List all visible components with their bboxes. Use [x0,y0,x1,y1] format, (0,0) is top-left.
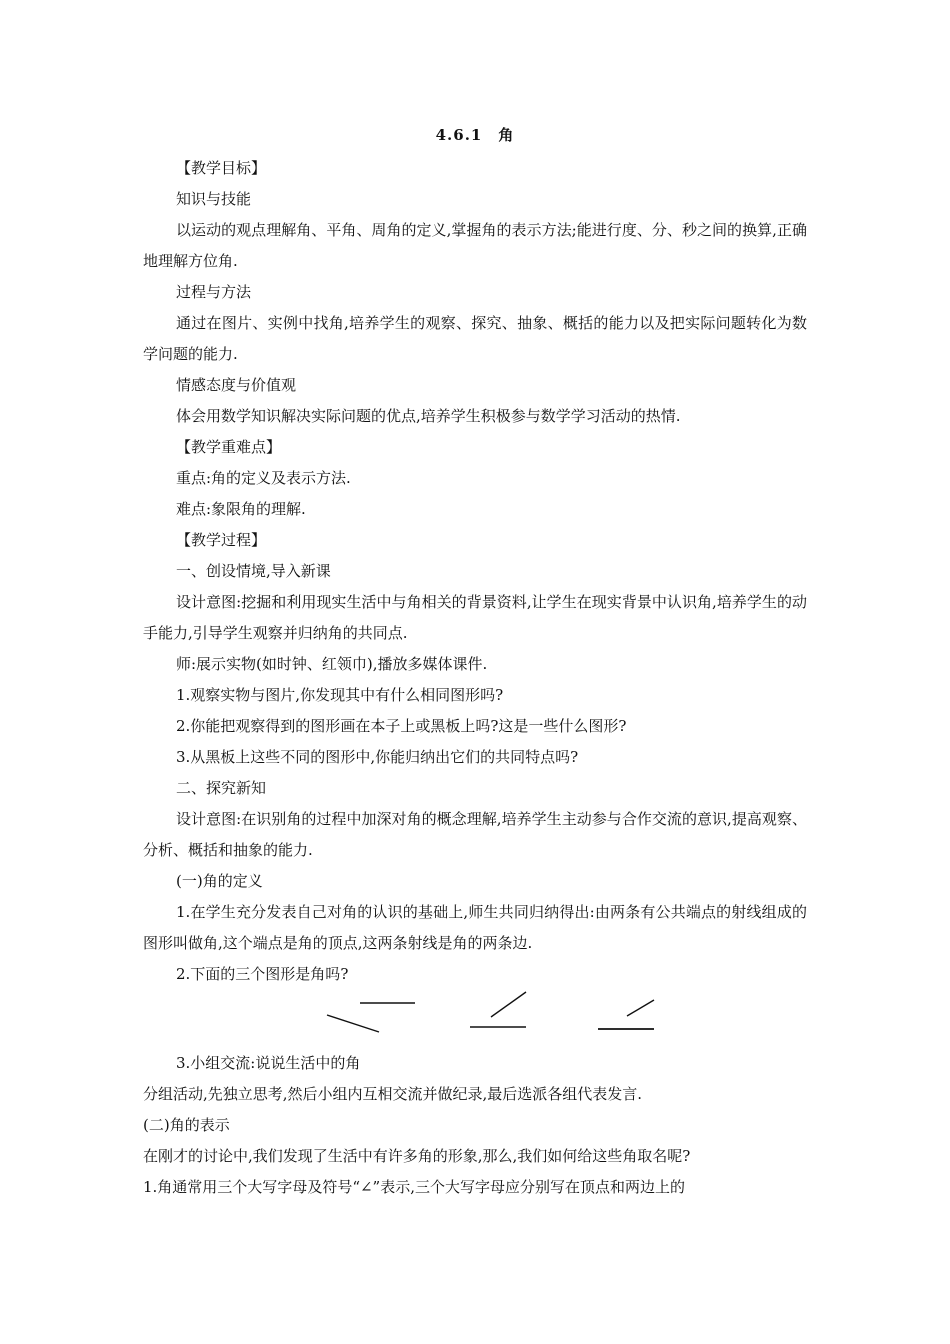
subheading: 过程与方法 [176,283,252,301]
paragraph: 设计意图:挖掘和利用现实生活中与角相关的背景资料,让学生在现实背景中认识角,培养学生的动手能力,引导学生观察并归纳角的共同点. [143,593,807,642]
page-title: 4.6.1 角 [435,126,515,144]
section-heading: 【教学过程】 [176,531,267,549]
paragraph: 师:展示实物(如时钟、红领巾),播放多媒体课件. [176,655,488,673]
paragraph: 在刚才的讨论中,我们发现了生活中有许多角的形象,那么,我们如何给这些角取名呢? [143,1147,691,1165]
paragraph: 1.角通常用三个大写字母及符号“∠”表示,三个大写字母应分别写在顶点和两边上的 [143,1178,685,1196]
question-item: 2.下面的三个图形是角吗? [176,965,349,983]
subheading: (二)角的表示 [143,1116,230,1134]
paragraph: 难点:象限角的理解. [176,500,306,518]
question-item: 2.你能把观察得到的图形画在本子上或黑板上吗?这是一些什么图形? [176,717,627,735]
question-item: 3.小组交流:说说生活中的角 [176,1054,361,1072]
question-item: 1.观察实物与图片,你发现其中有什么相同图形吗? [176,686,504,704]
paragraph: 1.在学生充分发表自己对角的认识的基础上,师生共同归纳得出:由两条有公共端点的射线组成的图形叫做角,这个端点是角的顶点,这两条射线是角的两条边. [143,903,807,952]
angle-figures-svg [143,990,807,1048]
figure-not-angle-1 [327,1003,415,1032]
paragraph: 体会用数学知识解决实际问题的优点,培养学生积极参与数学学习活动的热情. [176,407,681,425]
section-heading: 【教学目标】 [176,159,267,177]
document-body [143,153,807,1203]
paragraph: 分组活动,先独立思考,然后小组内互相交流并做纪录,最后选派各组代表发言. [143,1085,643,1103]
paragraph: 设计意图:在识别角的过程中加深对角的概念理解,培养学生主动参与合作交流的意识,提高观察、分析、概括和抽象的能力. [143,810,807,859]
angle-figures [143,990,807,1048]
paragraph: 通过在图片、实例中找角,培养学生的观察、探究、抽象、概括的能力以及把实际问题转化为数学问题的能力. [143,314,807,363]
subheading: 一、创设情境,导入新课 [176,562,331,580]
subheading: 二、探究新知 [176,779,267,797]
subheading: (一)角的定义 [176,872,263,890]
subheading: 知识与技能 [176,190,252,208]
figure-not-angle-2 [470,992,526,1027]
section-heading: 【教学重难点】 [176,438,282,456]
paragraph: 重点:角的定义及表示方法. [176,469,351,487]
subheading: 情感态度与价值观 [176,376,297,394]
paragraph: 以运动的观点理解角、平角、周角的定义,掌握角的表示方法;能进行度、分、秒之间的换算,正确地理解方位角. [143,221,807,270]
question-item: 3.从黑板上这些不同的图形中,你能归纳出它们的共同特点吗? [176,748,579,766]
figure-not-angle-3 [598,1000,654,1029]
